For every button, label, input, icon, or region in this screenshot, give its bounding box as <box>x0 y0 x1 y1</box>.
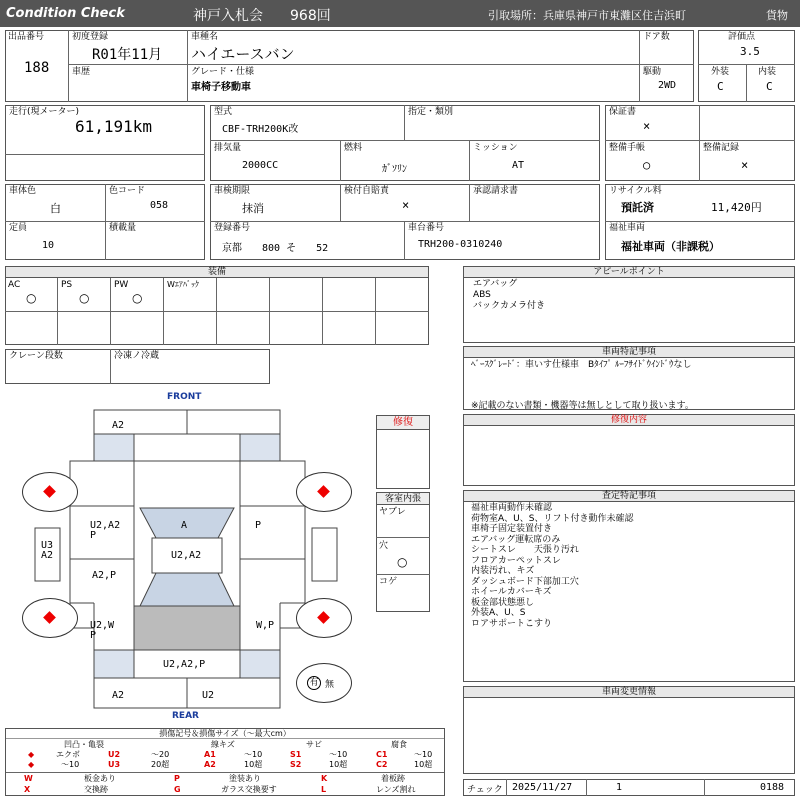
appeal-item: バックカメラ付き <box>473 301 546 311</box>
cabin-burn-label: コゲ <box>379 577 398 587</box>
spare-tire <box>296 663 352 703</box>
score: 3.5 <box>740 45 760 58</box>
legend-row-1: ◆ エクボ U2 ～20 A1 ～10 S1 ～10 C1 ～10 <box>28 750 433 759</box>
note-line: 板金部状態悪し <box>471 597 535 608</box>
note-line: 荷物室A、U、S、リフト付き動作未確認 <box>471 513 634 524</box>
equip-wairbag-label: Wｴｱﾊﾞｯｸ <box>167 280 199 289</box>
note-line: 福祉車両動作未確認 <box>471 503 553 513</box>
reg-no: 京都 800 そ 52 <box>222 243 329 254</box>
recycle-fee: 11,420円 <box>711 201 762 214</box>
legend-code: X <box>24 785 31 794</box>
legend-code: 交換跡 <box>84 785 108 794</box>
damage-front-left-door-1: U2,A2 <box>90 520 121 531</box>
damage-rear-right: W,P <box>256 620 275 631</box>
exterior-label: 外装 <box>711 67 730 77</box>
mileage: 61,191km <box>75 117 153 136</box>
inspection: 抹消 <box>242 202 264 215</box>
legend-group: 凹凸・亀裂 <box>64 740 104 749</box>
inspection-label: 車検期限 <box>214 186 251 196</box>
car-name-label: 車種名 <box>191 32 219 42</box>
note-line: ロアサポートこすり <box>471 618 553 629</box>
equip-ps-label: PS <box>61 280 73 290</box>
score-label: 評価点 <box>728 32 756 42</box>
reg-no-label: 登録番号 <box>214 223 251 233</box>
crane-label: クレーン段数 <box>9 351 63 361</box>
color-code: 058 <box>150 200 169 211</box>
legend-code: W <box>24 774 33 783</box>
pickup-location: 引取場所：兵庫県神戸市東灘区住吉浜町 <box>488 9 686 22</box>
fuel-label: 燃料 <box>344 143 363 153</box>
legend-cell: A2 <box>204 760 216 769</box>
rear-label: REAR <box>172 711 199 721</box>
legend-code: P <box>174 774 180 783</box>
drive-label: 駆動 <box>643 67 662 77</box>
legend-cell: ～10 <box>244 750 263 759</box>
cabin-title: 客室内張 <box>377 493 429 505</box>
drive: 2WD <box>658 80 677 91</box>
legend-code: 板金あり <box>84 774 116 783</box>
check-date: 2025/11/27 <box>512 782 573 793</box>
insurance-label: 検付自賠責 <box>344 186 390 196</box>
legend-cell: ～10 <box>414 750 433 759</box>
front-label: FRONT <box>167 392 202 402</box>
legend-codes-1 <box>6 774 444 784</box>
note-line: 内装汚れ、キズ <box>471 566 535 576</box>
grade: 車椅子移動車 <box>191 82 251 93</box>
equip-ps-mark: ○ <box>79 291 90 305</box>
auction-name: 神戸入札会 <box>193 8 263 24</box>
maint-label: 整備手帳 <box>609 143 646 153</box>
equip-pw-label: PW <box>114 280 129 290</box>
legend-cell: U3 <box>108 760 121 769</box>
damage-front-left-door-2: P <box>90 530 97 541</box>
mission-label: ミッション <box>473 143 518 153</box>
maint-rec: × <box>741 158 749 172</box>
equip-pw-mark: ○ <box>132 291 143 305</box>
displacement: 2000CC <box>242 160 279 171</box>
welfare: 福祉車両（非課税） <box>621 240 720 253</box>
legend-cell: C1 <box>376 750 388 759</box>
special-note: ※記載のない書類・機器等は無しとして取り扱います。 <box>471 401 694 411</box>
legend-code: ガラス交換要す <box>221 785 277 794</box>
note-line: シートスレ 天張り汚れ <box>471 545 579 555</box>
check-code: 0188 <box>760 782 785 793</box>
appeal-item: エアバッグ <box>473 279 518 289</box>
capacity-label: 定員 <box>9 223 28 233</box>
capacity: 10 <box>42 240 55 251</box>
interior-label: 内装 <box>758 67 777 77</box>
legend-cell: S2 <box>290 760 302 769</box>
cabin-tear-label: ヤブレ <box>379 507 406 517</box>
door-label: ドア数 <box>643 32 670 42</box>
car-diagram <box>0 388 440 728</box>
chassis-no: TRH200-0310240 <box>418 239 503 250</box>
recycle-label: リサイクル料 <box>609 186 662 196</box>
first-reg-label: 初度登録 <box>72 32 109 42</box>
change-title: 車両変更情報 <box>464 687 794 698</box>
appeal-title: アピールポイント <box>464 267 794 278</box>
vehicle-type: 貨物 <box>766 9 788 22</box>
legend-code: 塗装あり <box>229 774 261 783</box>
wheel-front-right <box>296 472 352 512</box>
special-line: ﾍﾞｰｽｸﾞﾚｰﾄﾞ：車いす仕様車 Bﾀｲﾌﾟ ﾙｰﾌｻｲﾄﾞｳｲﾝﾄﾞｳなし <box>471 360 692 370</box>
legend-codes-2 <box>6 785 444 795</box>
repair-detail-title: 修復内容 <box>464 415 794 426</box>
legend-cell: U2 <box>108 750 121 759</box>
note-line: 車椅子固定装置付き <box>471 524 553 534</box>
load-label: 積載量 <box>109 223 137 233</box>
special-title: 車両特記事項 <box>464 347 794 358</box>
legend-cell: 20超 <box>151 760 170 769</box>
freezer-label: 冷凍ノ冷蔵 <box>114 351 160 361</box>
mission: AT <box>512 160 525 171</box>
damage-front-bumper: A2 <box>112 420 125 431</box>
spare-no: 無 <box>325 680 335 690</box>
equip-ac-label: AC <box>8 280 21 290</box>
damage-left-front-1: U3 <box>41 540 54 551</box>
chassis-label: 車台番号 <box>408 223 445 233</box>
lot-label: 出品番号 <box>8 32 45 42</box>
legend-group: サビ <box>306 740 322 749</box>
equipment-title: 装備 <box>6 267 428 278</box>
legend-row-2: ◆ ～10 U3 20超 A2 10超 S2 10超 C2 10超 <box>28 760 433 769</box>
legend-cell: C2 <box>376 760 388 769</box>
legend-title: 損傷記号＆損傷サイズ（～最大cm） <box>6 729 444 739</box>
legend-code: L <box>321 785 327 794</box>
damage-front-right-door: P <box>255 520 262 531</box>
appeal-item: ABS <box>473 290 491 300</box>
legend-group: 線キズ <box>211 740 235 749</box>
legend-cell: 10超 <box>244 760 263 769</box>
legend-code: K <box>321 774 328 783</box>
legend-cell: ～10 <box>61 760 80 769</box>
appeal-list <box>473 279 545 312</box>
repair-title: 修復 <box>377 416 429 430</box>
welfare-label: 福祉車両 <box>609 223 646 233</box>
inspection-notes-list <box>471 503 633 629</box>
legend-code: レンズ割れ <box>376 785 416 794</box>
insurance: × <box>402 198 410 212</box>
wheel-rear-left <box>22 598 78 638</box>
note-line: 外装A、U、S <box>471 608 526 618</box>
legend-cell: ～10 <box>329 750 348 759</box>
exterior-grade: C <box>717 80 724 93</box>
check-label: チェック <box>467 785 503 795</box>
legend-cell: 10超 <box>329 760 348 769</box>
body-color: 白 <box>50 202 61 215</box>
maint-rec-label: 整備記録 <box>703 143 740 153</box>
basic-info-box <box>5 30 694 102</box>
change-box <box>463 686 795 774</box>
lot-number: 188 <box>24 60 50 76</box>
interior-grade: C <box>766 80 773 93</box>
damage-hood: A <box>181 520 188 531</box>
check-num: 1 <box>616 782 623 793</box>
wheel-front-left <box>22 472 78 512</box>
damage-rear-bumper-left: A2 <box>112 690 125 701</box>
grade-label: グレード・仕様 <box>191 67 255 77</box>
first-reg: R01年11月 <box>92 47 163 63</box>
warranty: × <box>643 119 651 133</box>
displacement-label: 排気量 <box>214 143 242 153</box>
damage-left-front-2: A2 <box>41 550 54 561</box>
history-label: 車歴 <box>72 67 91 77</box>
legend-cell: S1 <box>290 750 302 759</box>
legend-code: G <box>174 785 181 794</box>
damage-rear-gate: U2,A2,P <box>163 659 206 670</box>
model-label: 型式 <box>214 107 233 117</box>
note-line: エアバッグ運転席のみ <box>471 534 561 545</box>
damage-rear-bumper-right: U2 <box>202 690 215 701</box>
recycle-status: 預託済 <box>621 201 654 214</box>
sheet-title: Condition Check <box>6 6 125 21</box>
fuel: ｶﾞｿﾘﾝ <box>382 164 407 175</box>
legend-code: 着板跡 <box>381 774 405 783</box>
legend-groups <box>6 740 444 750</box>
inspection-notes-title: 査定特記事項 <box>464 491 794 502</box>
warranty-label: 保証書 <box>609 107 637 117</box>
spare-yes: 有 <box>307 676 321 690</box>
approval-label: 承認請求書 <box>473 186 519 196</box>
color-label: 車体色 <box>9 186 37 196</box>
wheel-rear-right <box>296 598 352 638</box>
cabin-hole-label: 穴 <box>379 541 389 551</box>
note-line: フロアカーペットスレ <box>471 555 561 566</box>
mileage-label: 走行(現メーター) <box>9 107 80 117</box>
damage-roof: U2,A2 <box>171 550 202 561</box>
designation-label: 指定・類別 <box>408 107 454 117</box>
damage-left-mid: A2,P <box>92 570 117 581</box>
equip-ac-mark: ○ <box>26 291 37 305</box>
legend-cell: 10超 <box>414 760 433 769</box>
header-bar <box>0 0 800 27</box>
note-line: ホイールカバーキズ <box>471 587 552 597</box>
cabin-hole-mark: ○ <box>397 555 408 569</box>
damage-rear-left-1: U2,W <box>90 620 115 631</box>
color-code-label: 色コード <box>109 186 146 196</box>
damage-rear-left-2: P <box>90 630 97 641</box>
legend-cell: エクボ <box>56 750 80 759</box>
legend-group: 腐食 <box>391 740 407 749</box>
legend-cell: ～20 <box>151 750 170 759</box>
auction-session: 968回 <box>290 8 331 24</box>
legend-cell: A1 <box>204 750 216 759</box>
note-line: ダッシュボード下部加工穴 <box>471 576 579 587</box>
maint: ○ <box>643 158 651 172</box>
car-name: ハイエースバン <box>191 45 295 63</box>
model: CBF-TRH200K改 <box>222 124 299 135</box>
